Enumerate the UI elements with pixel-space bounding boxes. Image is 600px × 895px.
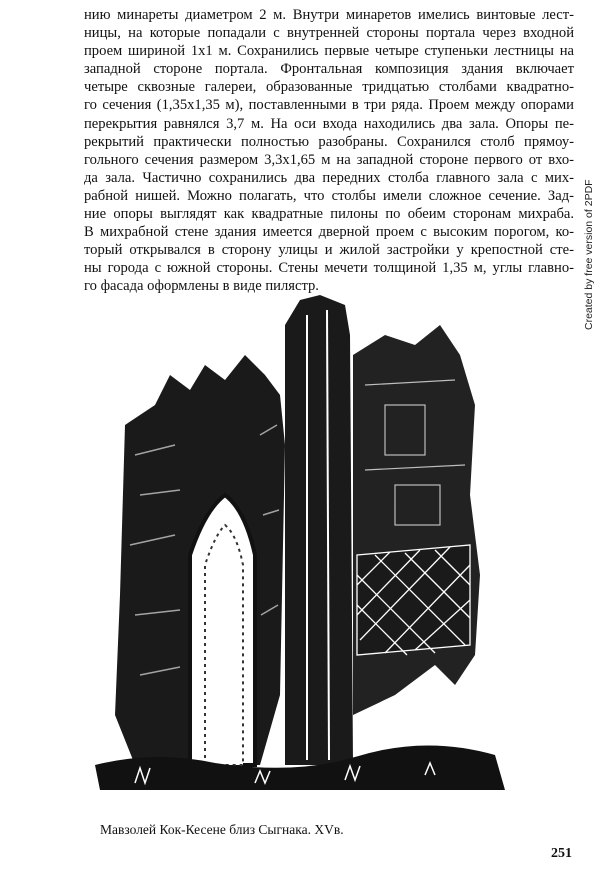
- text-line: западной стороне портала. Фронтальная композиция здания включает: [84, 61, 574, 78]
- watermark: Created by free version of 2PDF: [583, 179, 595, 330]
- text-line: гольного сечения размером 3,3х1,65 м на западной стороне первого от вхо-: [84, 151, 574, 168]
- text-line: го фасада оформлены в виде пилястр.: [84, 278, 319, 295]
- text-line: перекрытия равнялся 3,7 м. На оси входа находились два зала. Опоры пе-: [84, 115, 574, 132]
- text-line: нию минареты диаметром 2 м. Внутри минаретов имелись винтовые лест-: [84, 7, 574, 23]
- text-line: ны города с южной стороны. Стены мечети толщиной 1,35 м, углы главно-: [84, 260, 574, 277]
- text-line: рекрытий практически полностью разобраны. Сохранился столб прямоу-: [84, 133, 574, 150]
- text-line: ние опоры выглядят как квадратные пилоны по обеим сторонам михраба.: [84, 206, 574, 223]
- body-text: [84, 6, 574, 296]
- figure-caption: Мавзолей Кок-Кесене близ Сыгнака. XVв.: [100, 822, 344, 837]
- mausoleum-ruins-illustration: [95, 295, 515, 805]
- text-line: ницы, на которые попадали с внутренней стороны портала через входной: [84, 25, 574, 42]
- text-line: четыре сквозные галереи, образованные тридцатью столбами квадратно-: [84, 79, 574, 96]
- text-line: го сечения (1,35х1,35 м), поставленными в три ряда. Проем между опорами: [84, 97, 574, 114]
- text-line: да зала. Частично сохранились два передних столба главного зала с мих-: [84, 169, 574, 186]
- text-line: проем шириной 1х1 м. Сохранились первые четыре ступеньки лестницы на: [84, 43, 574, 60]
- text-line: торый открывался в сторону улицы и жилой застройки у крепостной сте-: [84, 242, 574, 259]
- text-line: В михрабной стене здания имеется дверной проем с высоким порогом, ко-: [84, 224, 574, 241]
- text-line: рабной нишей. Можно полагать, что столбы имели сложное сечение. Зад-: [84, 187, 574, 204]
- page-number: 251: [551, 846, 572, 861]
